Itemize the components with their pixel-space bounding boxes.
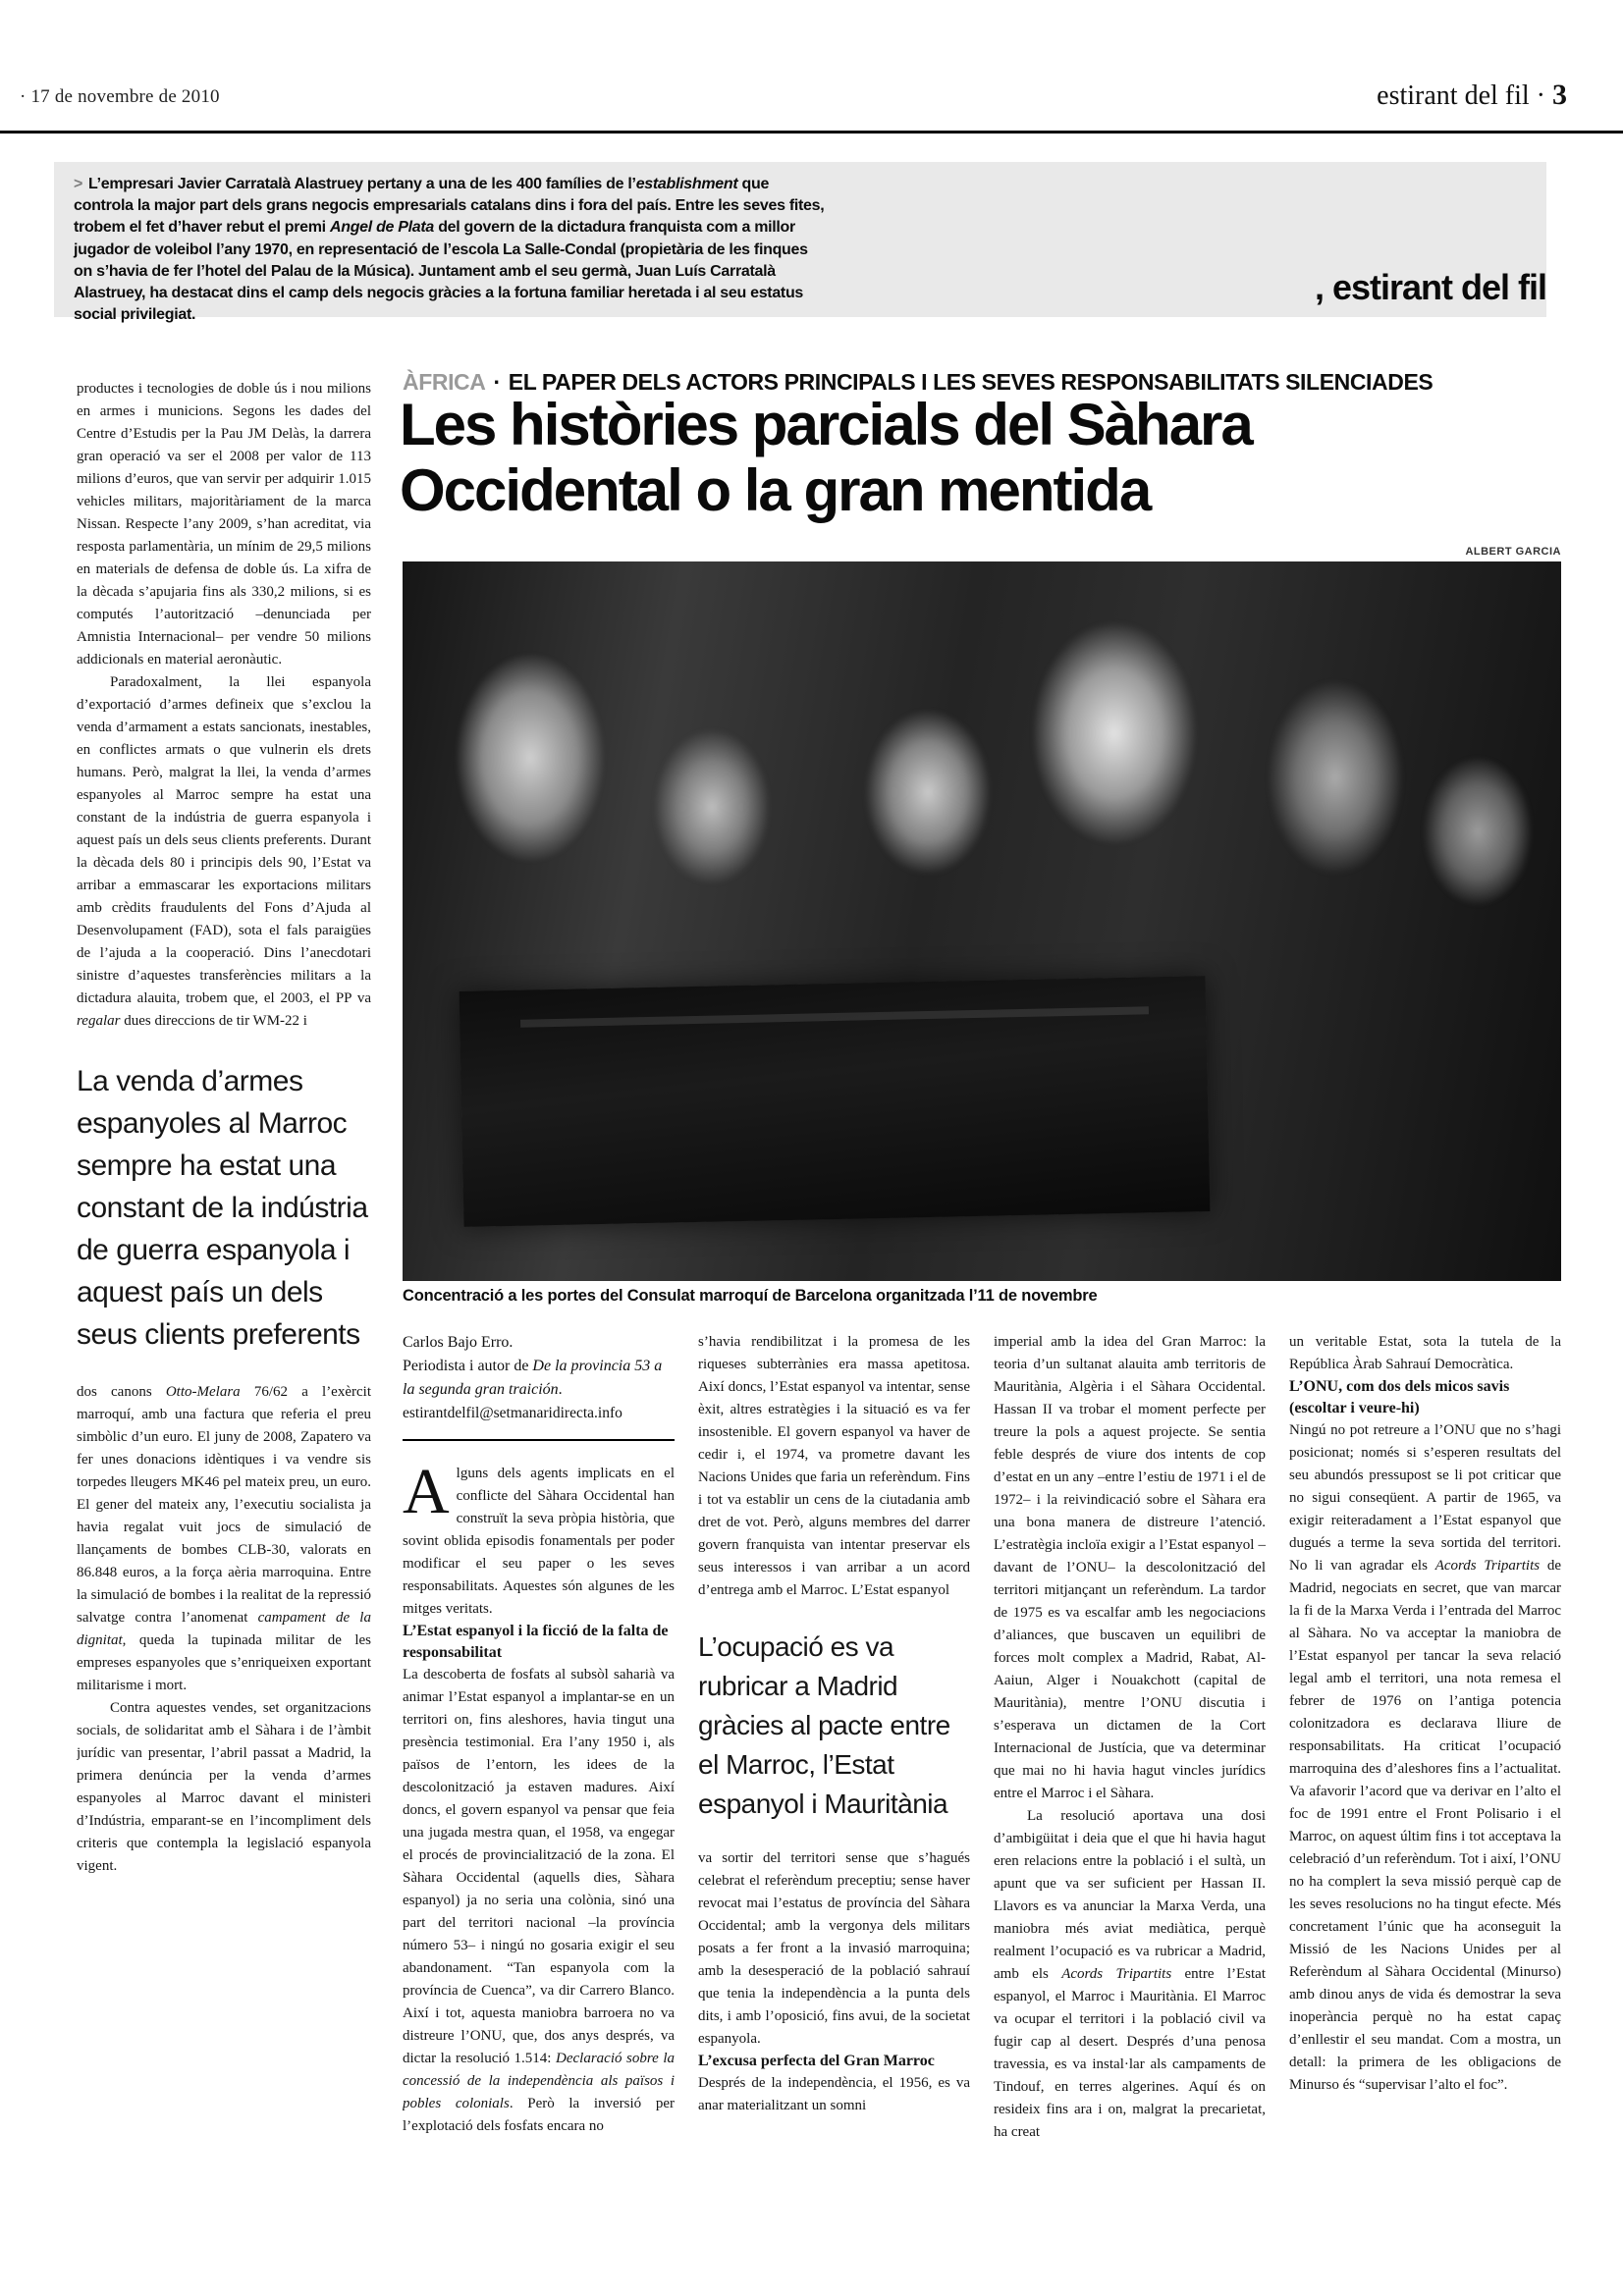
pull-quote-arms-sales: La venda d’armes espanyoles al Marroc sempre ha estat una constant de la indústria de guerra espanyola i aquest país un dels seus clients preferents [77, 1065, 368, 1351]
byline-email: estirantdelfil@setmanaridirecta.info [403, 1405, 622, 1421]
photo-figure-blob [864, 709, 992, 876]
column-3 [994, 1331, 1266, 2254]
left-column [77, 378, 371, 2238]
column4-paragraph-1: un veritable Estat, sota la tutela de la República Àrab Sahrauí Democràtica. [1289, 1334, 1561, 1372]
subhead-excusa-perfecta: L’excusa perfecta del Gran Marroc [698, 2053, 935, 2069]
byline-author: Carlos Bajo Erro. [403, 1334, 514, 1351]
column-2 [698, 1331, 970, 2254]
kicker-separator: · [493, 369, 501, 395]
left-col-paragraph-1: productes i tecnologies de doble ús i nou milions en armes i municions. Segons les dades del Centre d’Estudis per la Pau JM Delàs, la darrera gran operació va ser el 2008 per valor de 113 milions d’euros, que van servir per adquirir 1.015 vehicles militars, majoritàriament de la marca Nissan. Respecte l’any 2009, s’han acreditat, via resposta parlamentària, un mínim de 29,5 milions en materials de defensa de doble ús. La xifra de la dècada s’apujaria fins als 330,2 milions, si es computés l’autorització –denunciada per Amnistia Internacional– per vendre 50 milions addicionals en material aeronàutic. [77, 381, 371, 667]
intro-bullet-marker: > [74, 176, 83, 192]
column2-paragraph-2: va sortir del territori sense que s’hagués celebrat el referèndum preceptiu; sense haver revocat mai l’estatus de província del Sàhara Occidental; amb la vergonya dels militars posats a fer front a la invasió marroquina; amb la desesperació de la població sahrauí que tenia la independència a la punta dels dits, i amb l’oposició, fins avui, de la societat espanyola. [698, 1850, 970, 2047]
column1-paragraph-1: lguns dels agents implicats en el conflicte del Sàhara Occidental han construït la seva pròpia història, que sovint oblida episodis fonamentals per poder modificar el seu paper o les seves responsabilitats. Aquestes són algunes de les mitges veritats. [403, 1466, 675, 1617]
folio-page-number: 3 [1552, 79, 1567, 111]
intro-body: L’empresari Javier Carratalà Alastruey pertany a una de les 400 famílies de l’establishment que controla la major part dels grans negocis empresarials catalans dins i fora del país. Entre les seves fites, trobem el fet d’haver rebut el premi Angel de Plata del govern de la dictadura franquista com a millor jugador de voleibol l’any 1970, en representació de l’escola La Salle-Condal (propietària de les finques on s’havia de fer l’hotel del Palau de la Música). Juntament amb el seu germà, Juan Luís Carratalà Alastruey, ha destacat dins el camp dels negocis gràcies a la fortuna familiar heretada i al seu estatus social privilegiat. [74, 176, 825, 324]
photo-caption: Concentració a les portes del Consulat marroquí de Barcelona organitzada l’11 de novembre [403, 1287, 1098, 1305]
left-col-paragraph-2: Paradoxalment, la llei espanyola d’exportació d’armes defineix que s’exclou la venda d’armament a estats sancionats, inestables, en conflictes armats o que vulnerin els drets humans. Però, malgrat la llei, la venda d’armes espanyoles al Marroc sempre ha estat una constant de la indústria de guerra espanyola i aquest país un dels seus clients preferents. Durant la dècada dels 80 i principis dels 90, l’Estat va arribar a emmascarar les exportacions militars amb crèdits fraudulents del Fons d’Ajuda al Desenvolupament (FAD), sota el fals paraigües de l’ajuda a la cooperació. Dins l’anecdotari sinistre d’aquestes transferències militars a la dictadura alauita, trobem que, el 2003, el PP va regalar dues direccions de tir WM-22 i [77, 674, 371, 1029]
photo-figure-blob [1424, 758, 1532, 905]
column4-paragraph-2: Ningú no pot retreure a l’ONU que no s’hagi posicionat; només si s’esperen resultats del seu abundós pressupost se li pot criticar que no sigui conseqüent. A partir de 1965, va exigir reiteradament a l’Estat espanyol que dugués a terme la seva sortida del territori. No li van agradar els Acords Tripartits de Madrid, negociats en secret, que van marcar la fi de la Marxa Verda i l’entrada del Marroc al Sàhara. No va acceptar la maniobra de l’Estat espanyol per tancar la seva relació legal amb el territori, una nota remesa el febrer de 1976 on l’antiga potencia colonitzadora es declarava lliure de responsabilitats. Ha criticat l’ocupació marroquina des d’aleshores fins a l’actualitat. Va afavorir l’acord que va derivar en l’alto el foc de 1991 entre el Front Polisario i el Marroc, on aquest últim fins i tot acceptava la celebració d’un referèndum. Tot i així, l’ONU no ha complert la seva missió perquè cap de les seves resolucions no ha tingut efecte. Més concretament l’únic que ha aconseguit la Missió de les Nacions Unides per al Referèndum al Sàhara Occidental (Minurso) amb dinou anys de vida és demostrar la seva inoperància perquè no ha estat capaç d’enllestir el seu mandat. Com a mostra, un detall: la primera de les obligacions de Minurso és “supervisar l’alto el foc”. [1289, 1422, 1561, 2093]
photo-figure-blob [1031, 620, 1198, 846]
column1-lede-paragraph [403, 1456, 675, 1621]
page-folio [1377, 79, 1567, 112]
photo-figure-blob [653, 728, 771, 885]
left-col-paragraph-4: Contra aquestes vendes, set organitzacions socials, de solidaritat amb el Sàhara i de l’àmbit jurídic van presentar, l’abril passat a Madrid, la primera denúncia per la venda d’armes espanyoles al Marroc davant el ministeri d’Indústria, emparant-se en l’incompliment dels criteris que contempla la legislació espanyola vigent. [77, 1700, 371, 1874]
article-columns [403, 1331, 1561, 2254]
article-headline: Les històries parcials del Sàhara Occidental o la gran mentida [400, 392, 1252, 523]
pull-quote-ocupacio: L’ocupació es va rubricar a Madrid gràcies al pacte entre el Marroc, l’Estat espanyol i Mauritània [698, 1631, 950, 1819]
folio-title: estirant del fil · [1377, 80, 1545, 111]
subhead-onu-micos: L’ONU, com dos dels micos savis (escoltar i veure-hi) [1289, 1378, 1510, 1416]
drop-cap: A [403, 1456, 450, 1527]
column2-paragraph-3: Després de la independència, el 1956, es va anar materialitzant un somni [698, 2075, 970, 2113]
intro-text [74, 174, 828, 326]
column-1 [403, 1331, 675, 2254]
subhead-estat-espanyol: L’Estat espanyol i la ficció de la falta de responsabilitat [403, 1623, 669, 1661]
photo-figure-blob [457, 655, 604, 861]
photo-figure-blob [1267, 679, 1404, 876]
article-photo [403, 561, 1561, 1281]
byline-role: Periodista i autor de De la provincia 53 a la segunda gran traición. [403, 1358, 663, 1398]
kicker-section-label: ÀFRICA [403, 369, 486, 395]
column3-paragraph-1: imperial amb la idea del Gran Marroc: la teoria d’un sultanat alauita amb territoris de Mauritània, Algèria i el Sàhara Occidental. Hassan II va trobar el moment perfecte per treure la pols a aquest projecte. Se sentia feble després de viure dos intents de cop d’estat en un any –entre l’estiu de 1971 i el de 1972– i la reivindicació sobre el Sàhara era una bona manera de distreure l’atenció. L’estratègia incloïa exigir a l’Estat espanyol –davant de l’ONU– la descolonització del territori mitjançant un referèndum. La tardor de 1975 es va escalfar amb les negociacions d’aliances, que buscaven un equilibri de forces molt complex a Madrid, Rabat, Al-Aaiun, Alger i Nouakchott (capital de Mauritània), mentre l’ONU discutia i s’esperava un dictamen de la Cort Internacional de Justícia, que va determinar que mai no hi havia hagut vincles jurídics entre el Marroc i el Sàhara. [994, 1334, 1266, 1801]
byline-block [403, 1331, 675, 1441]
photo-credit: ALBERT GARCIA [1465, 546, 1561, 558]
left-col-paragraph-3: dos canons Otto-Melara 76/62 a l’exèrcit marroquí, amb una factura que referia el preu simbòlic d’un euro. El juny de 2008, Zapatero va fer unes donacions idèntiques i va vendre sis torpedes lleugers MK46 pel mateix preu, un euro. El gener del mateix any, l’executiu socialista ja havia regalat vuit jocs de simulació de llançaments de bombes CLB-30, valorats en 86.848 euros, a la força aèria marroquina. Entre la simulació de bombes i la realitat de la repressió salvatge contra l’anomenat campament de la dignitat, queda la tupinada militar de les empreses espanyoles que s’enriqueixen exportant militarisme i mort. [77, 1384, 371, 1693]
column1-paragraph-2: La descoberta de fosfats al subsòl saharià va animar l’Estat espanyol a implantar-se en un territori on, fins aleshores, havia tingut una presència testimonial. Era l’any 1950 i, als països de l’entorn, les idees de la descolonització ja estaven madures. Així doncs, el govern espanyol va pensar que feia una jugada mestra quan, el 1958, va engegar el procés de provincialització de la zona. El Sàhara Occidental (aquells dies, Sàhara espanyol) ja no seria una colònia, sinó una part del territori nacional –la província número 53– i ningú no gosaria exigir el seu abandonament. “Tan espanyola com la província de Cuenca”, va dir Carrero Blanco. Així i tot, aquesta maniobra barroera no va distreure l’ONU, que, dos anys després, va dictar la resolució 1.514: Declaració sobre la concessió de la independència als països i pobles colonials. Però la inversió per l’explotació dels fosfats encara no [403, 1667, 676, 2134]
column-4 [1289, 1331, 1561, 2254]
column2-paragraph-1: s’havia rendibilitzat i la promesa de les riqueses subterrànies era massa apetitosa. Així doncs, l’Estat espanyol va intentar, sense èxit, altres estratègies i la situació es va fer insostenible. El govern espanyol va haver de cedir i, el 1974, va prometre davant les Nacions Unides que faria un referèndum. Fins i tot va establir un cens de la ciutadania amb dret de vot. Però, alguns membres del darrer govern franquista van intentar preservar els seus interessos i van arribar a un acord d’entrega amb el Marroc. L’Estat espanyol [698, 1334, 971, 1598]
page-date: · 17 de novembre de 2010 [20, 86, 220, 107]
column3-paragraph-2: La resolució aportava una dosi d’ambigüitat i deia que el que hi havia hagut eren relacions entre la població i el sultà, un apunt que va ser suficient per Hassan II. Llavors es va anunciar la Marxa Verda, una maniobra més aviat mediàtica, perquè realment l’ocupació es va rubricar a Madrid, amb els Acords Tripartits entre l’Estat espanyol, el Marroc i Mauritània. El Marroc va ocupar el territori i la població civil va fugir cap al desert. Després d’una penosa travessia, es va instal·lar als campaments de Tindouf, en terres algerines. Aquí és on resideix fins ara i on, malgrat la precarietat, ha creat [994, 1808, 1266, 2140]
section-signature: , estirant del fil [1314, 267, 1546, 307]
kicker-text: EL PAPER DELS ACTORS PRINCIPALS I LES SEVES RESPONSABILITATS SILENCIADES [508, 369, 1434, 395]
masthead-rule [0, 131, 1623, 133]
